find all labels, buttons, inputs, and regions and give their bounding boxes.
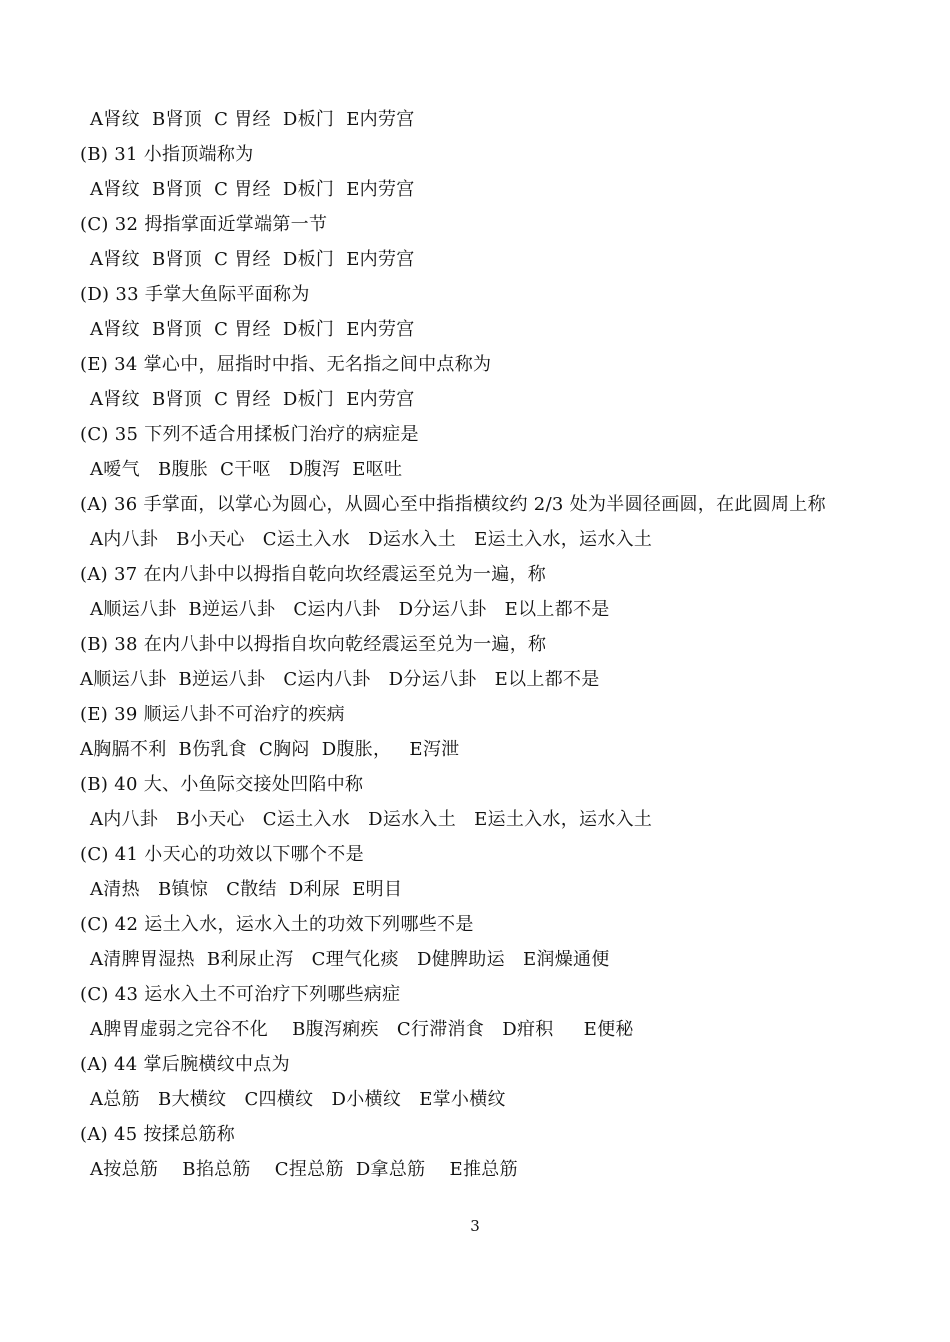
options-line: A清热 B镇惊 C散结 D利尿 E明目 xyxy=(90,879,403,900)
question-line: (C) 35 下列不适合用揉板门治疗的病症是 xyxy=(80,424,419,445)
page-number: 3 xyxy=(470,1217,480,1235)
options-line: A肾纹 B肾顶 C 胃经 D板门 E内劳宫 xyxy=(90,109,415,130)
question-line: (A) 45 按揉总筋称 xyxy=(80,1124,235,1145)
question-line: (C) 43 运水入土不可治疗下列哪些病症 xyxy=(80,984,401,1005)
question-line: (B) 40 大、小鱼际交接处凹陷中称 xyxy=(80,774,364,795)
options-line: A清脾胃湿热 B利尿止泻 C理气化痰 D健脾助运 E润燥通便 xyxy=(90,949,610,970)
options-line: A肾纹 B肾顶 C 胃经 D板门 E内劳宫 xyxy=(90,319,415,340)
options-line: A肾纹 B肾顶 C 胃经 D板门 E内劳宫 xyxy=(90,389,415,410)
options-line: A内八卦 B小天心 C运土入水 D运水入土 E运土入水，运水入土 xyxy=(90,529,653,550)
options-line: A按总筋 B掐总筋 C捏总筋 D拿总筋 E推总筋 xyxy=(90,1159,518,1180)
question-line: (B) 31 小指顶端称为 xyxy=(80,144,254,165)
question-line: (C) 32 拇指掌面近掌端第一节 xyxy=(80,214,328,235)
options-line: A脾胃虚弱之完谷不化 B腹泻痢疾 C行滞消食 D疳积 E便秘 xyxy=(90,1019,634,1040)
options-line: A顺运八卦 B逆运八卦 C运内八卦 D分运八卦 E以上都不是 xyxy=(80,669,600,690)
question-line: (D) 33 手掌大鱼际平面称为 xyxy=(80,284,310,305)
question-line: (A) 37 在内八卦中以拇指自乾向坎经震运至兑为一遍，称 xyxy=(80,564,547,585)
options-line: A顺运八卦 B逆运八卦 C运内八卦 D分运八卦 E以上都不是 xyxy=(90,599,610,620)
question-line: (B) 38 在内八卦中以拇指自坎向乾经震运至兑为一遍，称 xyxy=(80,634,547,655)
options-line: A肾纹 B肾顶 C 胃经 D板门 E内劳宫 xyxy=(90,249,415,270)
options-line: A内八卦 B小天心 C运土入水 D运水入土 E运土入水，运水入土 xyxy=(90,809,653,830)
options-line: A嗳气 B腹胀 C干呕 D腹泻 E呕吐 xyxy=(90,459,403,480)
question-line: (E) 39 顺运八卦不可治疗的疾病 xyxy=(80,704,345,725)
options-line: A肾纹 B肾顶 C 胃经 D板门 E内劳宫 xyxy=(90,179,415,200)
options-line: A胸膈不利 B伤乳食 C胸闷 D腹胀， E泻泄 xyxy=(80,739,460,760)
question-line: (C) 42 运土入水，运水入土的功效下列哪些不是 xyxy=(80,914,474,935)
question-line: (A) 36 手掌面，以掌心为圆心，从圆心至中指指横纹约 2/3 处为半圆径画圆，在此圆周上称 xyxy=(80,494,826,515)
question-line: (E) 34 掌心中，屈指时中指、无名指之间中点称为 xyxy=(80,354,492,375)
question-line: (C) 41 小天心的功效以下哪个不是 xyxy=(80,844,364,865)
options-line: A总筋 B大横纹 C四横纹 D小横纹 E掌小横纹 xyxy=(90,1089,506,1110)
question-line: (A) 44 掌后腕横纹中点为 xyxy=(80,1054,290,1075)
